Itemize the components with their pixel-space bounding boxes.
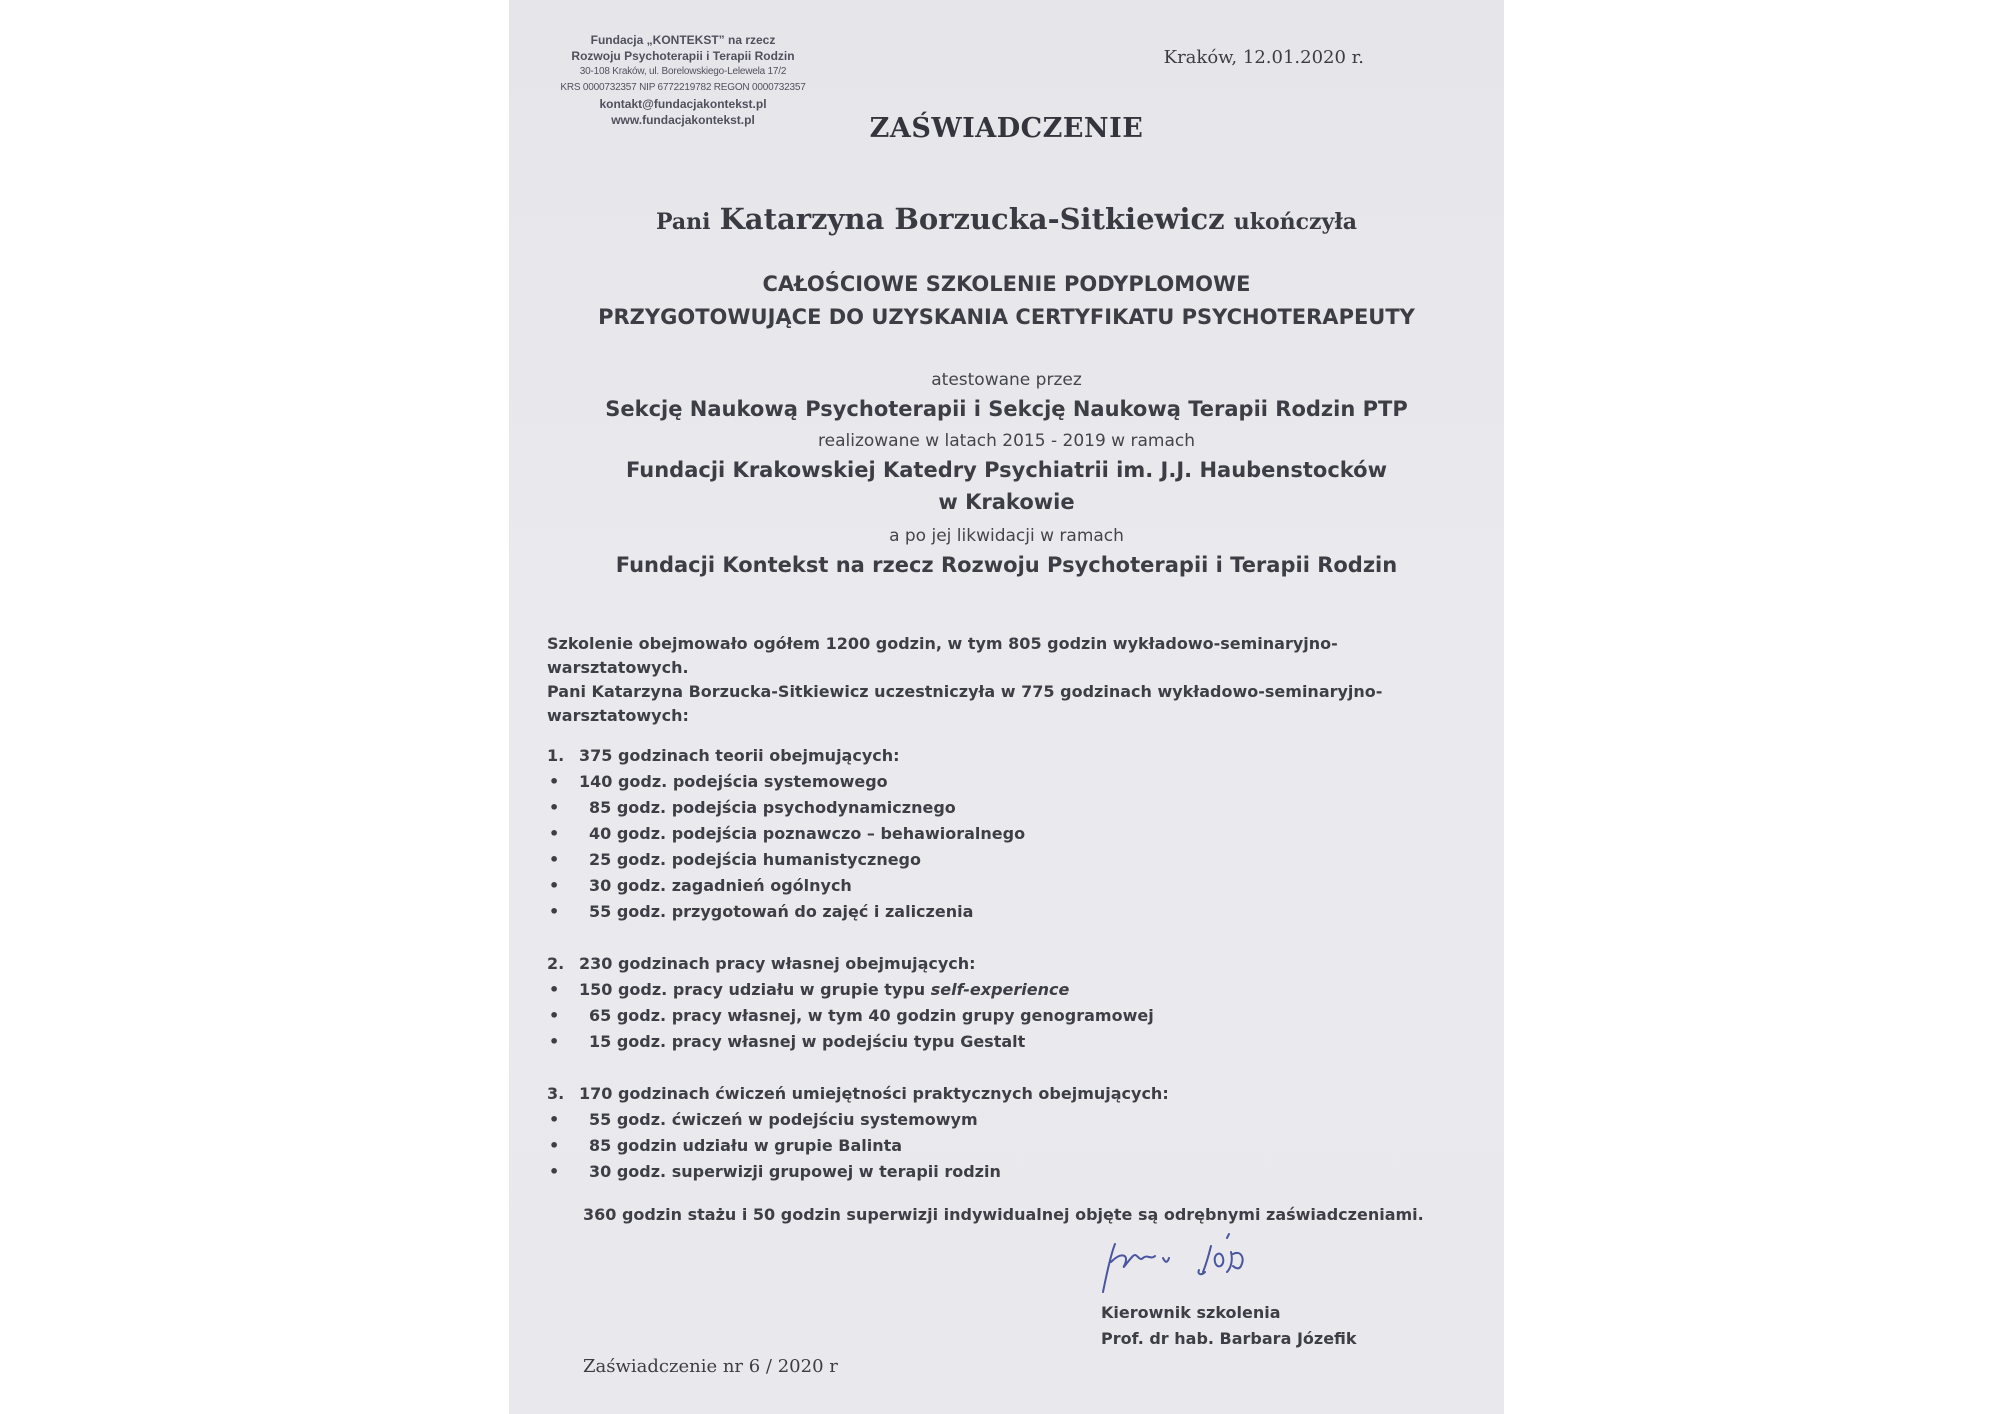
section-practical-skills	[547, 1081, 1447, 1185]
separate-certificates-notice: 360 godzin stażu i 50 godzin superwizji indywidualnej objęte są odrębnymi zaświadczeniami.	[583, 1205, 1424, 1224]
summary-line-2: Pani Katarzyna Borzucka-Sitkiewicz uczestniczyła w 775 godzinach wykładowo-seminaryjno-	[547, 682, 1383, 701]
summary-line-3: warsztatowych:	[547, 706, 689, 725]
section-number: 1.	[547, 746, 565, 765]
list-item: • 40 godz. podejścia poznawczo – behawioralnego	[547, 821, 1447, 847]
bullet-icon: •	[549, 1110, 560, 1129]
bullet-icon: •	[549, 1162, 560, 1181]
signer-role: Kierownik szkolenia	[1101, 1303, 1281, 1322]
list-item: • 25 godz. podejścia humanistycznego	[547, 847, 1447, 873]
self-experience-term: self-experience	[930, 980, 1070, 999]
recipient-prefix: Pani	[655, 209, 711, 235]
list-item: • 15 godz. pracy własnej w podejściu typu Gestalt	[547, 1029, 1447, 1055]
bullet-icon: •	[549, 798, 560, 817]
bullet-icon: •	[549, 902, 560, 921]
section-heading: 230 godzinach pracy własnej obejmujących:	[579, 954, 976, 973]
bullet-icon: •	[549, 1006, 560, 1025]
attested-by-label: atestowane przez	[931, 370, 1082, 390]
list-item: • 85 godz. podejścia psychodynamicznego	[547, 795, 1447, 821]
stamp-line-1: Fundacja „KONTEKST” na rzecz	[590, 33, 776, 47]
section-number: 2.	[547, 954, 565, 973]
list-item: • 55 godz. przygotowań do zajęć i zaliczenia	[547, 899, 1447, 925]
foundation-2: Fundacji Kontekst na rzecz Rozwoju Psychoterapii i Terapii Rodzin	[615, 553, 1398, 577]
stamp-line-4: KRS 0000732357 NIP 6772219782 REGON 0000732357	[560, 82, 806, 93]
list-item: • 30 godz. superwizji grupowej w terapii rodzin	[547, 1159, 1447, 1185]
liquidation-note: a po jej likwidacji w ramach	[889, 526, 1124, 546]
course-title-line-2: PRZYGOTOWUJĄCE DO UZYSKANIA CERTYFIKATU PSYCHOTERAPEUTY	[598, 305, 1415, 329]
foundation-1-line-2: w Krakowie	[938, 490, 1075, 514]
training-summary	[547, 632, 1467, 728]
bullet-icon: •	[549, 824, 560, 843]
foundation-1-line-1: Fundacji Krakowskiej Katedry Psychiatrii im. J.J. Haubenstocków	[625, 458, 1388, 482]
list-item: • 55 godz. ćwiczeń w podejściu systemowym	[547, 1107, 1447, 1133]
attesting-sections: Sekcję Naukową Psychoterapii i Sekcję Naukową Terapii Rodzin PTP	[605, 397, 1408, 421]
summary-line-1: Szkolenie obejmowało ogółem 1200 godzin, w tym 805 godzin wykładowo-seminaryjno-warsztatowych.	[547, 634, 1338, 677]
stamp-line-5: kontakt@fundacjakontekst.pl	[599, 97, 767, 111]
section-own-work	[547, 951, 1447, 1055]
section-number: 3.	[547, 1084, 565, 1103]
bullet-icon: •	[549, 876, 560, 895]
document-page	[509, 0, 1504, 1414]
bullet-icon: •	[549, 772, 560, 791]
stamp-line-2: Rozwoju Psychoterapii i Terapii Rodzin	[571, 49, 795, 63]
recipient-name: Katarzyna Borzucka-Sitkiewicz	[719, 202, 1225, 236]
stamp-line-6: www.fundacjakontekst.pl	[611, 113, 755, 127]
section-theory	[547, 743, 1447, 925]
recipient-line	[509, 202, 1504, 236]
document-title: ZAŚWIADCZENIE	[869, 113, 1144, 144]
handwritten-signature	[1081, 1232, 1321, 1302]
course-title-line-1: CAŁOŚCIOWE SZKOLENIE PODYPLOMOWE	[762, 272, 1251, 296]
section-heading: 170 godzinach ćwiczeń umiejętności praktycznych obejmujących:	[579, 1084, 1169, 1103]
signer-name: Prof. dr hab. Barbara Józefik	[1101, 1329, 1357, 1348]
certificate-number: Zaświadczenie nr 6 / 2020 r	[583, 1356, 838, 1377]
stamp-line-3: 30-108 Kraków, ul. Borelowskiego-Lelewela 17/2	[579, 66, 787, 77]
recipient-verb: ukończyła	[1233, 209, 1358, 235]
list-item: • 150 godz. pracy udziału w grupie typu self-experience	[547, 977, 1447, 1003]
bullet-icon: •	[549, 1032, 560, 1051]
realized-years: realizowane w latach 2015 - 2019 w ramach	[818, 431, 1195, 451]
list-item: • 140 godz. podejścia systemowego	[547, 769, 1447, 795]
list-item: • 65 godz. pracy własnej, w tym 40 godzin grupy genogramowej	[547, 1003, 1447, 1029]
list-item: • 85 godzin udziału w grupie Balinta	[547, 1133, 1447, 1159]
bullet-icon: •	[549, 1136, 560, 1155]
list-item: • 30 godz. zagadnień ogólnych	[547, 873, 1447, 899]
bullet-icon: •	[549, 980, 560, 999]
place-date: Kraków, 12.01.2020 r.	[1163, 47, 1364, 68]
signer-block	[1101, 1300, 1357, 1352]
section-heading: 375 godzinach teorii obejmujących:	[579, 746, 900, 765]
bullet-icon: •	[549, 850, 560, 869]
